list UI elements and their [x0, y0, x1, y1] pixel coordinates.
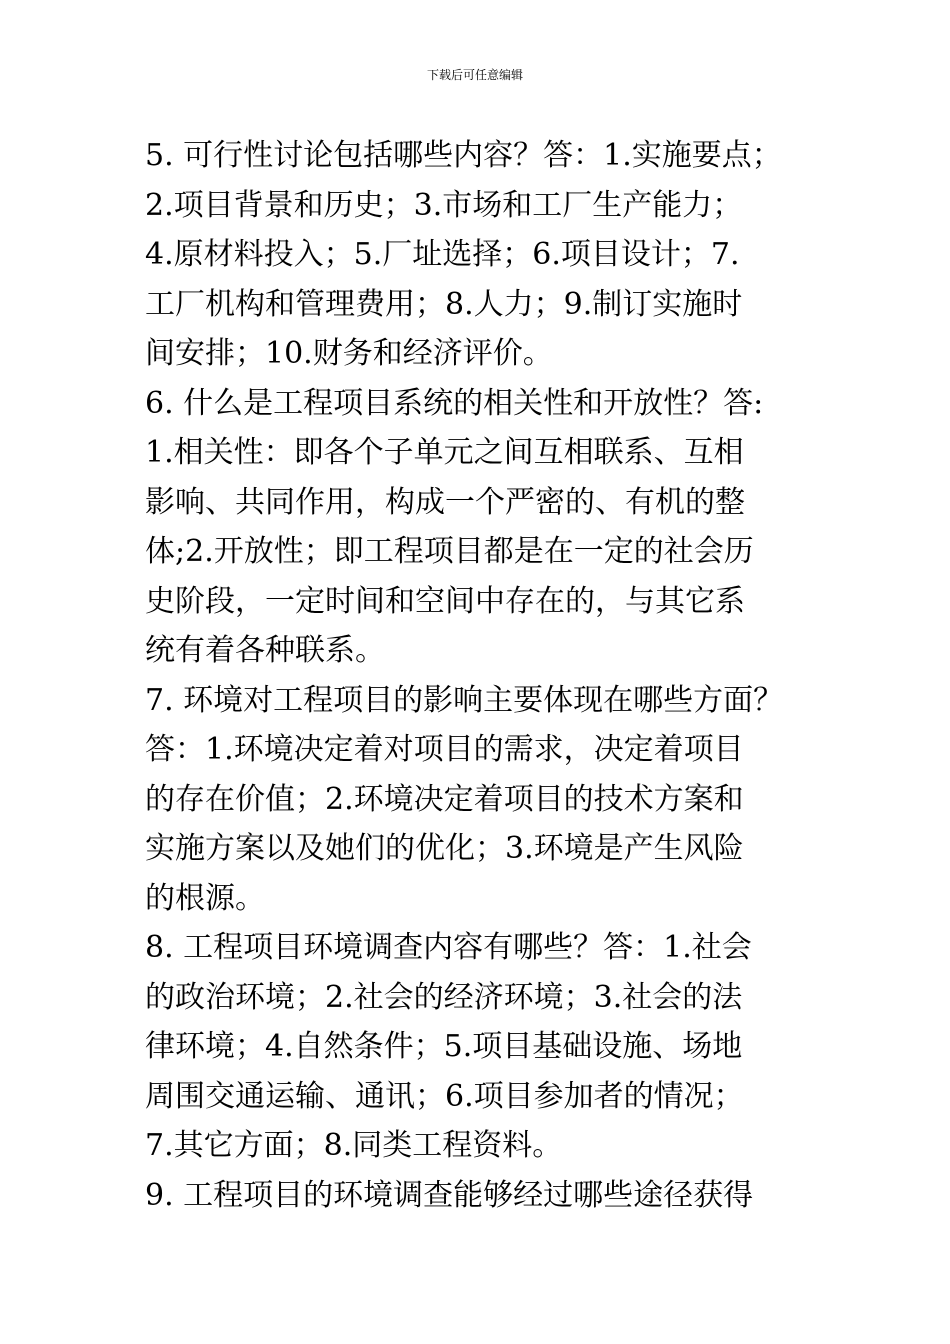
text-line: 律环境；4.自然条件；5.项目基础设施、场地: [145, 1029, 743, 1064]
text-line: 答：1.环境决定着对项目的需求，决定着项目: [145, 732, 744, 767]
text-line: 统有着各种联系。: [145, 633, 385, 668]
text-line: 实施方案以及她们的优化；3.环境是产生风险: [145, 831, 744, 866]
document-body: [145, 131, 810, 1220]
text-line: 5. 可行性讨论包括哪些内容？答：1.实施要点；: [145, 138, 782, 173]
text-line: 影响、共同作用，构成一个严密的、有机的整: [145, 484, 745, 520]
text-line: 周围交通运输、通讯；6.项目参加者的情况；: [145, 1078, 744, 1114]
text-line: 的政治环境；2.社会的经济环境；3.社会的法: [145, 979, 743, 1015]
text-line: 8. 工程项目环境调查内容有哪些？答：1.社会: [145, 930, 752, 965]
text-line: 工厂机构和管理费用；8.人力；9.制订实施时: [145, 286, 743, 322]
text-line: 7. 环境对工程项目的影响主要体现在哪些方面？: [145, 682, 784, 718]
text-line: 7.其它方面；8.同类工程资料。: [145, 1128, 563, 1163]
text-line: 1.相关性：即各个子单元之间互相联系、互相: [145, 435, 744, 470]
page-header: 下载后可任意编辑: [426, 68, 523, 82]
text-line: 4.原材料投入；5.厂址选择；6.项目设计；7.: [145, 237, 740, 272]
text-line: 体;2.开放性；即工程项目都是在一定的社会历: [145, 534, 754, 569]
text-line: 6. 什么是工程项目系统的相关性和开放性？答:: [145, 385, 764, 421]
text-line: 2.项目背景和历史；3.市场和工厂生产能力；: [145, 187, 743, 223]
text-line: 史阶段，一定时间和空间中存在的，与其它系: [145, 583, 745, 619]
text-line: 9. 工程项目的环境调查能够经过哪些途径获得: [145, 1177, 754, 1213]
text-line: 的根源。: [145, 880, 265, 916]
text-line: 的存在价值；2.环境决定着项目的技术方案和: [145, 781, 744, 817]
text-line: 间安排；10.财务和经济评价。: [145, 336, 553, 371]
